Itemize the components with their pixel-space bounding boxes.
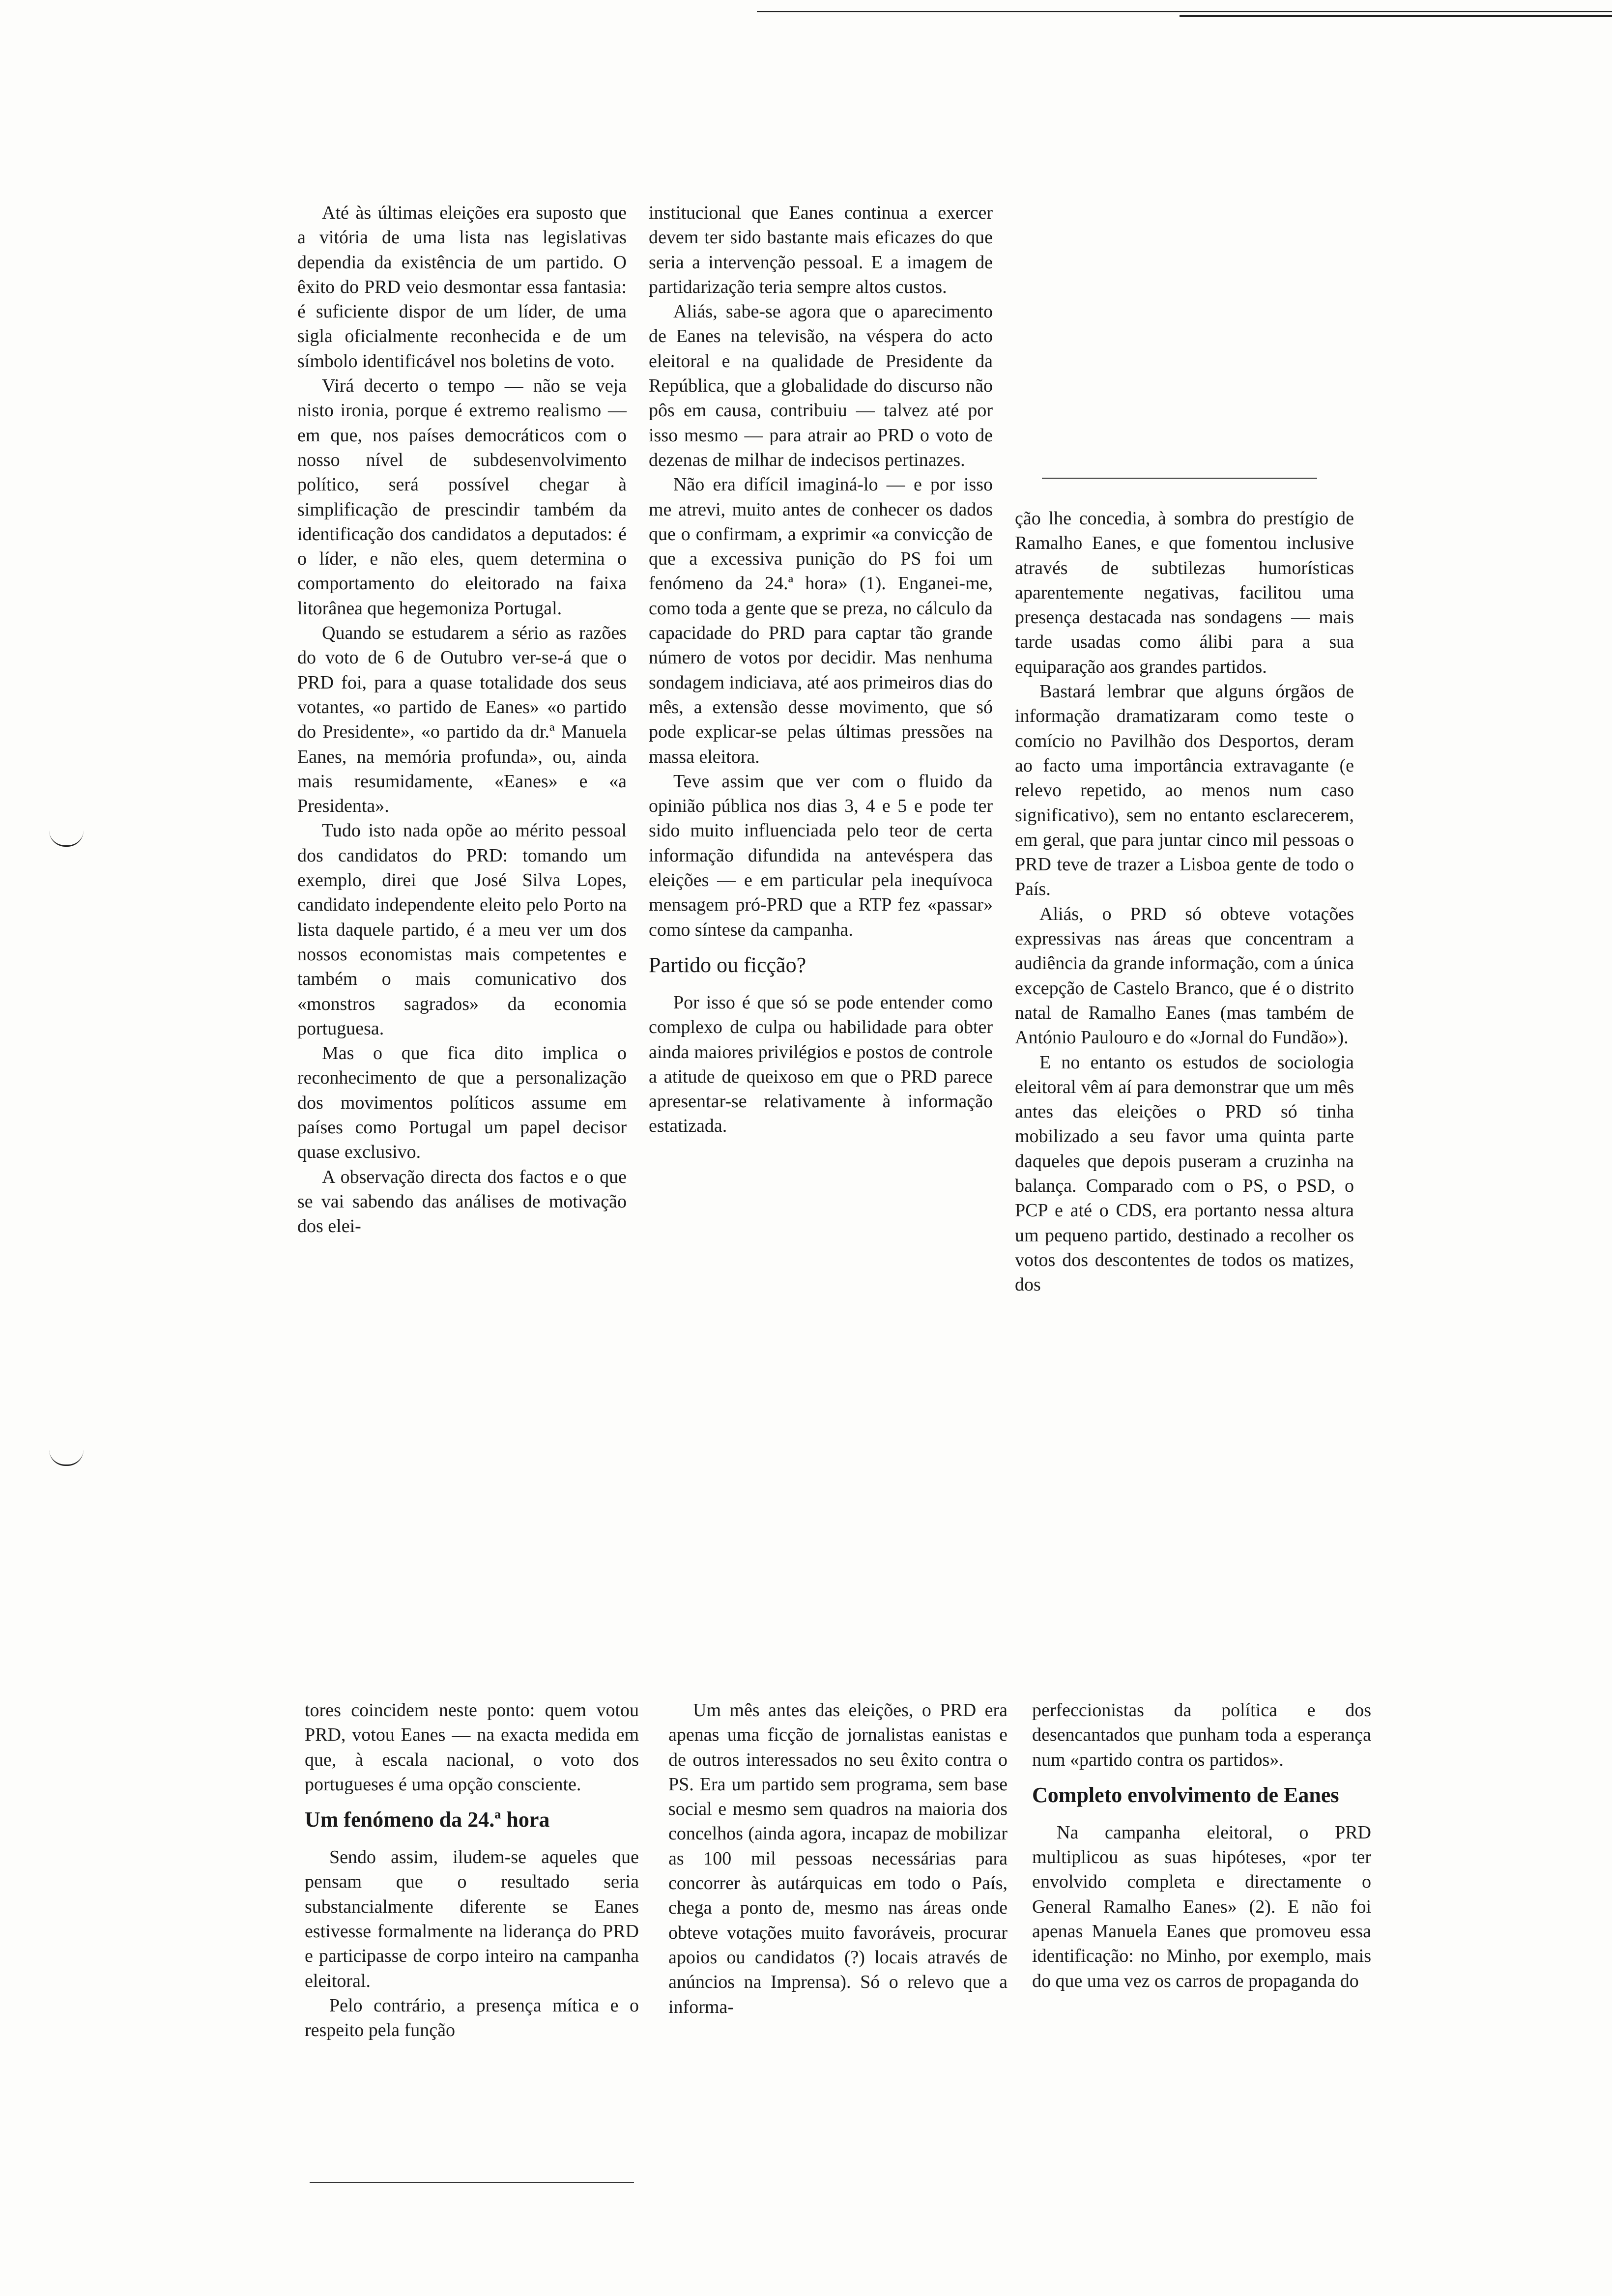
paragraph: E no entanto os estudos de sociologia eleitoral vêm aí para demonstrar que um mês antes das eleições o PRD só tinha mobilizado a seu favor uma quinta parte daqueles que depois puseram a cruzinha na balança. Comparado com o PS, o PSD, o PCP e até o CDS, era portanto nessa altura um pequeno partido, destinado a recolher os votos dos descontentes de todos os matizes, dos [1015, 1052, 1354, 1295]
paragraph: Na campanha eleitoral, o PRD multiplicou as suas hipóteses, «por ter envolvido completa e directamente o General Ramalho Eanes» (2). E não foi apenas Manuela Eanes que promoveu essa identificação: no Minho, por exemplo, mais do que uma vez os carros de propaganda do [1032, 1822, 1371, 1991]
section-heading: Um fenómeno da 24.ª hora [305, 1808, 550, 1832]
top-rule [757, 11, 1612, 12]
paragraph: tores coincidem neste ponto: quem votou PRD, votou Eanes — na exacta medida em que, à escala nacional, o voto dos portugueses é uma opção consciente. [305, 1700, 639, 1795]
article-column-4 [305, 1698, 639, 2043]
paragraph: Quando se estudarem a sério as razões do voto de 6 de Outubro ver-se-á que o PRD foi, para a quase totalidade dos seus votantes, «o partido de Eanes» «o partido do Presidente», «o partido da dr.ª Manuela Eanes, na memória profunda», ou, ainda mais resumidamente, «Eanes» e «a Presidenta». [297, 623, 627, 817]
paragraph: Pelo contrário, a presença mítica e o respeito pela função [305, 1995, 639, 2041]
article-column-3 [1015, 506, 1354, 1297]
paragraph: Por isso é que só se pode entender como complexo de culpa ou habilidade para obter ainda maiores privilégios e postos de controle a atitude de queixoso em que o PRD parece apresentar-se relativamente à informação estatizada. [649, 992, 993, 1137]
paragraph: Bastará lembrar que alguns órgãos de informação dramatizaram como teste o comício no Pavilhão dos Desportos, deram ao facto uma importância extravagante (e relevo repetido, ao menos num caso significativo), sem no entanto esclarecerem, em geral, que para juntar cinco mil pessoas o PRD teve de trazer a Lisboa gente de todo o País. [1015, 681, 1354, 900]
binder-mark [49, 831, 84, 847]
paragraph: Mas o que fica dito implica o reconhecimento de que a personalização dos movimentos políticos assume em países como Portugal um papel decisor quase exclusivo. [297, 1043, 627, 1163]
paragraph: Tudo isto nada opõe ao mérito pessoal dos candidatos do PRD: tomando um exemplo, direi que José Silva Lopes, candidato independente eleito pelo Porto na lista daquele partido, é a meu ver um dos nossos economistas mais competentes e também o mais comunicativo dos «monstros sagrados» da economia portuguesa. [297, 820, 627, 1039]
article-column-1 [297, 201, 627, 1238]
paragraph: Até às últimas eleições era suposto que a vitória de uma lista nas legislativas dependia da existência de um partido. O êxito do PRD veio desmontar essa fantasia: é suficiente dispor de um líder, de uma sigla oficialmente reconhecida e de um símbolo identificável nos boletins de voto. [297, 202, 627, 372]
paragraph: Um mês antes das eleições, o PRD era apenas uma ficção de jornalistas eanistas e de outros interessados no seu êxito contra o PS. Era um partido sem programa, sem base social e mesmo sem quadros na maioria dos concelhos (ainda agora, incapaz de mobilizar as 100 mil pessoas necessárias para concorrer às autárquicas em todo o País, chega a ponto de, mesmo nas áreas onde obteve votações muito favoráveis, procurar apoios ou candidatos (?) locais através de anúncios na Imprensa). Só o relevo que a informa- [668, 1700, 1008, 2017]
paragraph: Virá decerto o tempo — não se veja nisto ironia, porque é extremo realismo — em que, nos países democráticos com o nosso nível de subdesenvolvimento político, será possível chegar à simplificação de prescindir também da identificação dos candidatos a deputados: é o líder, e não eles, quem determina o comportamento do eleitorado na faixa litorânea que hegemoniza Portugal. [297, 375, 627, 619]
article-column-6 [1032, 1698, 1371, 1993]
article-column-5 [668, 1698, 1008, 2019]
paragraph: Sendo assim, iludem-se aqueles que pensam que o resultado seria substancialmente diferente se Eanes estivesse formalmente na liderança do PRD e participasse de corpo inteiro na campanha eleitoral. [305, 1847, 639, 1991]
top-rule-thick [1180, 15, 1612, 17]
binder-mark [49, 1450, 84, 1466]
paragraph: Aliás, o PRD só obteve votações expressivas nas áreas que concentram a audiência da grande informação, com a única excepção de Castelo Branco, que é o distrito natal de Ramalho Eanes (mas também de António Paulouro e do «Jornal do Fundão»). [1015, 903, 1354, 1048]
article-column-2 [649, 201, 993, 1139]
paragraph: Aliás, sabe-se agora que o aparecimento de Eanes na televisão, na véspera do acto eleitoral e na qualidade de Presidente da República, que a globalidade do discurso não pôs em causa, contribuiu — talvez até por isso mesmo — para atrair ao PRD o voto de dezenas de milhar de indecisos pertinazes. [649, 301, 993, 470]
bottom-rule [310, 2182, 634, 2183]
section-heading: Partido ou ficção? [649, 952, 806, 977]
paragraph: institucional que Eanes continua a exercer devem ter sido bastante mais eficazes do que seria a intervenção pessoal. E a imagem de partidarização teria sempre altos custos. [649, 202, 993, 297]
paragraph: ção lhe concedia, à sombra do prestígio de Ramalho Eanes, e que fomentou inclusive através de subtilezas humorísticas aparentemente negativas, facilitou uma presença destacada nas sondagens — mais tarde usadas como álibi para a sua equiparação aos grandes partidos. [1015, 508, 1354, 677]
paragraph: Teve assim que ver com o fluido da opinião pública nos dias 3, 4 e 5 e pode ter sido muito influenciada pelo teor de certa informação difundida na antevéspera das eleições — e em particular pela inequívoca mensagem pró-PRD que a RTP fez «passar» como síntese da campanha. [649, 771, 993, 940]
paragraph: Não era difícil imaginá-lo — e por isso me atrevi, muito antes de conhecer os dados que o confirmam, a exprimir «a convicção de que a excessiva punição do PS foi um fenómeno da 24.ª hora» (1). Enganei-me, como toda a gente que se preza, no cálculo da capacidade do PRD para captar tão grande número de votos por decidir. Mas nenhuma sondagem indiciava, até aos primeiros dias do mês, a extensão desse movimento, que só pode explicar-se pelas últimas pressões na massa eleitora. [649, 474, 993, 767]
section-heading: Completo envolvimento de Eanes [1032, 1782, 1339, 1807]
paragraph: perfeccionistas da política e dos desencantados que punham toda a esperança num «partido contra os partidos». [1032, 1700, 1371, 1770]
paragraph: A observação directa dos factos e o que se vai sabendo das análises de motivação dos elei- [297, 1166, 627, 1237]
column-rule [1042, 478, 1317, 479]
